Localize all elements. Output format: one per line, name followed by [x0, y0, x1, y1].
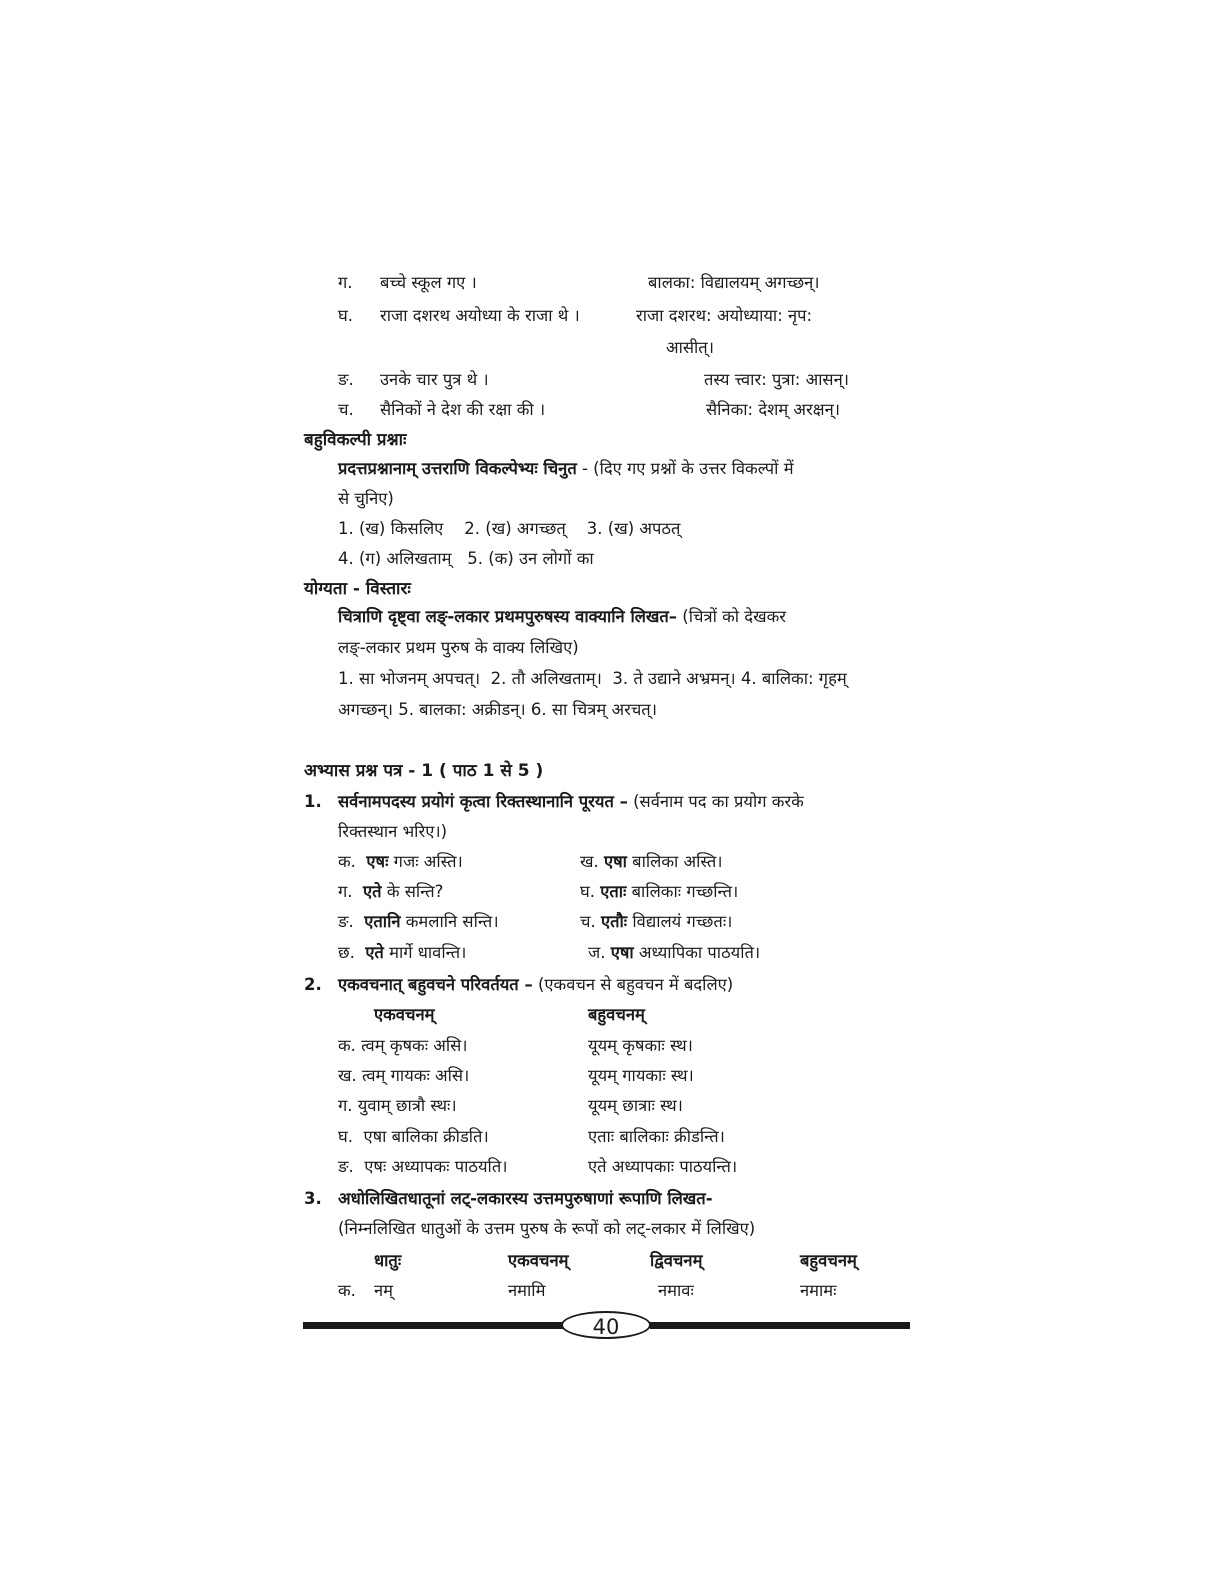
q1-item-nga: [338, 911, 499, 933]
q2-col-singular: एकवचनम्: [374, 1005, 435, 1024]
q3-header-root: धातुः: [374, 1251, 402, 1270]
q1-item-ka: [338, 851, 463, 873]
q3-header-dual: द्विवचनम्: [650, 1251, 703, 1270]
row-gha-label: घ.: [338, 306, 353, 325]
yogyata-instruction-rest: (चित्रों को देखकर: [677, 607, 786, 626]
q3-row-plural: नमामः: [800, 1281, 837, 1300]
q2-row-plural: एते अध्यापकाः पाठयन्ति।: [588, 1157, 738, 1176]
yogyata-heading: योग्यता - विस्तारः: [304, 579, 411, 599]
q2-col-plural: बहुवचनम्: [588, 1005, 645, 1024]
q1-item-rest: के सन्ति?: [381, 882, 444, 901]
yogyata-instruction-bold: चित्राणि दृष्ट्वा लङ्-लकार प्रथमपुरुषस्य वाक्यानि लिखत–: [338, 607, 678, 626]
q1-item-word: एतानि: [364, 912, 401, 931]
q2-instruction-rest: (एकवचन से बहुवचन में बदलिए): [532, 975, 734, 994]
q1-item-rest: गजः अस्ति।: [388, 852, 463, 871]
row-ga-hindi: बच्चे स्कूल गए ।: [380, 273, 477, 292]
q1-item-rest: कमलानि सन्ति।: [400, 912, 499, 931]
row-gha-sanskrit-cont: आसीत्।: [666, 338, 714, 357]
q1-item-label: छ.: [338, 943, 355, 962]
row-cha-sanskrit: सैनिका: देशम् अरक्षन्।: [706, 400, 841, 419]
mcq-answers-line2: 4. (ग) अलिखताम् 5. (क) उन लोगों का: [338, 549, 594, 568]
q1-item-rest: अध्यापिका पाठयति।: [633, 943, 761, 962]
yogyata-answers-line1: 1. सा भोजनम् अपचत्। 2. तौ अलिखताम्। 3. ते उद्याने अभ्रमन्। 4. बालिका: गृहम्: [338, 669, 847, 688]
q1-number: 1.: [304, 792, 322, 811]
q1-item-word: एते: [365, 943, 384, 962]
q1-item-rest: बालिकाः गच्छन्ति।: [626, 882, 739, 901]
q1-item-word: एतौः: [600, 912, 628, 931]
mcq-answers-line1: 1. (ख) किसलिए 2. (ख) अगच्छत् 3. (ख) अपठत्: [338, 519, 681, 538]
q2-number: 2.: [304, 975, 322, 994]
footer-rule-left: [303, 1322, 565, 1329]
q2-instruction: [338, 974, 733, 996]
mcq-heading: बहुविकल्पी प्रश्नाः: [304, 430, 407, 450]
page-number: 40: [561, 1311, 651, 1339]
q3-row-label: क.: [338, 1281, 356, 1300]
q1-item-word: एते: [363, 882, 382, 901]
q1-item-cha: [580, 911, 732, 933]
q1-item-chha: [338, 942, 466, 964]
row-nga-hindi: उनके चार पुत्र थे ।: [380, 370, 489, 389]
yogyata-instruction-line2: लङ्-लकार प्रथम पुरुष के वाक्य लिखिए): [338, 638, 579, 657]
q1-item-ja: [588, 942, 760, 964]
row-gha-hindi: राजा दशरथ अयोध्या के राजा थे ।: [380, 306, 580, 325]
row-nga-label: ङ.: [338, 370, 354, 389]
mcq-instruction-rest: - (दिए गए प्रश्नों के उत्तर विकल्पों में: [576, 459, 794, 478]
mcq-instruction: [338, 458, 794, 480]
q2-row-singular: घ. एषा बालिका क्रीडति।: [338, 1127, 489, 1146]
row-cha-hindi: सैनिकों ने देश की रक्षा की ।: [380, 400, 546, 419]
q3-header-plural: बहुवचनम्: [800, 1251, 857, 1270]
row-cha-label: च.: [338, 400, 354, 419]
q1-item-label: ज.: [588, 943, 606, 962]
q1-item-rest: मार्गे धावन्ति।: [383, 943, 467, 962]
q1-item-label: ग.: [338, 882, 353, 901]
q1-item-label: क.: [338, 852, 356, 871]
q1-instruction-bold: सर्वनामपदस्य प्रयोगं कृत्वा रिक्तस्थानानि पूरयत –: [338, 792, 628, 811]
q2-row-singular: ङ. एषः अध्यापकः पाठयति।: [338, 1157, 508, 1176]
q1-item-gha: [580, 881, 738, 903]
q2-instruction-bold: एकवचनात् बहुवचने परिवर्तयत –: [338, 975, 533, 994]
q1-item-rest: बालिका अस्ति।: [626, 852, 723, 871]
q1-item-word: एताः: [600, 882, 627, 901]
q3-instruction-line2: (निम्नलिखित धातुओं के उत्तम पुरुष के रूपों को लट्-लकार में लिखिए): [338, 1219, 756, 1238]
row-ga-label: ग.: [338, 273, 353, 292]
footer-rule-right: [650, 1322, 910, 1329]
yogyata-answers-line2: अगच्छन्। 5. बालका: अक्रीडन्। 6. सा चित्रम् अरचत्।: [338, 700, 657, 719]
q1-item-kha: [580, 851, 723, 873]
q3-header-singular: एकवचनम्: [508, 1251, 569, 1270]
q3-row-root: नम्: [374, 1281, 394, 1300]
row-nga-sanskrit: तस्य त्त्वार: पुत्रा: आसन्।: [704, 370, 849, 389]
q1-item-ga: [338, 881, 443, 903]
q1-item-label: ख.: [580, 852, 599, 871]
q2-row-singular: ख. त्वम् गायकः असि।: [338, 1066, 470, 1085]
q1-item-label: च.: [580, 912, 596, 931]
q3-instruction-bold: अधोलिखितधातूनां लट्-लकारस्य उत्तमपुरुषाणां रूपाणि लिखत-: [338, 1189, 713, 1208]
q1-item-label: घ.: [580, 882, 595, 901]
q2-row-plural: यूयम् छात्राः स्थ।: [588, 1096, 683, 1115]
q1-instruction-rest: (सर्वनाम पद का प्रयोग करके: [627, 792, 804, 811]
q1-instruction-line2: रिक्तस्थान भरिए।): [338, 822, 448, 841]
q3-number: 3.: [304, 1189, 322, 1208]
row-ga-sanskrit: बालका: विद्यालयम् अगच्छन्।: [648, 273, 820, 292]
q1-item-label: ङ.: [338, 912, 354, 931]
q2-row-plural: एताः बालिकाः क्रीडन्ति।: [588, 1127, 725, 1146]
q2-row-singular: क. त्वम् कृषकः असि।: [338, 1036, 468, 1055]
mcq-instruction-line2: से चुनिए): [338, 489, 394, 508]
q1-item-word: एषः: [366, 852, 389, 871]
yogyata-instruction: [338, 606, 786, 628]
q3-row-dual: नमावः: [658, 1281, 694, 1300]
q1-item-word: एषा: [604, 852, 627, 871]
q3-row-singular: नमामि: [508, 1281, 546, 1300]
q1-item-rest: विद्यालयं गच्छतः।: [627, 912, 733, 931]
q1-item-word: एषा: [610, 943, 634, 962]
practice-heading: अभ्यास प्रश्न पत्र - 1 ( पाठ 1 से 5 ): [304, 761, 544, 781]
q2-row-singular: ग. युवाम् छात्रौ स्थः।: [338, 1096, 457, 1115]
q2-row-plural: यूयम् कृषकाः स्थ।: [588, 1036, 693, 1055]
mcq-instruction-bold: प्रदत्तप्रश्नानाम् उत्तराणि विकल्पेभ्यः चिनुत: [338, 459, 577, 478]
q1-instruction: [338, 791, 804, 813]
q2-row-plural: यूयम् गायकाः स्थ।: [588, 1066, 694, 1085]
row-gha-sanskrit: राजा दशरथ: अयोध्याया: नृप:: [636, 306, 813, 325]
